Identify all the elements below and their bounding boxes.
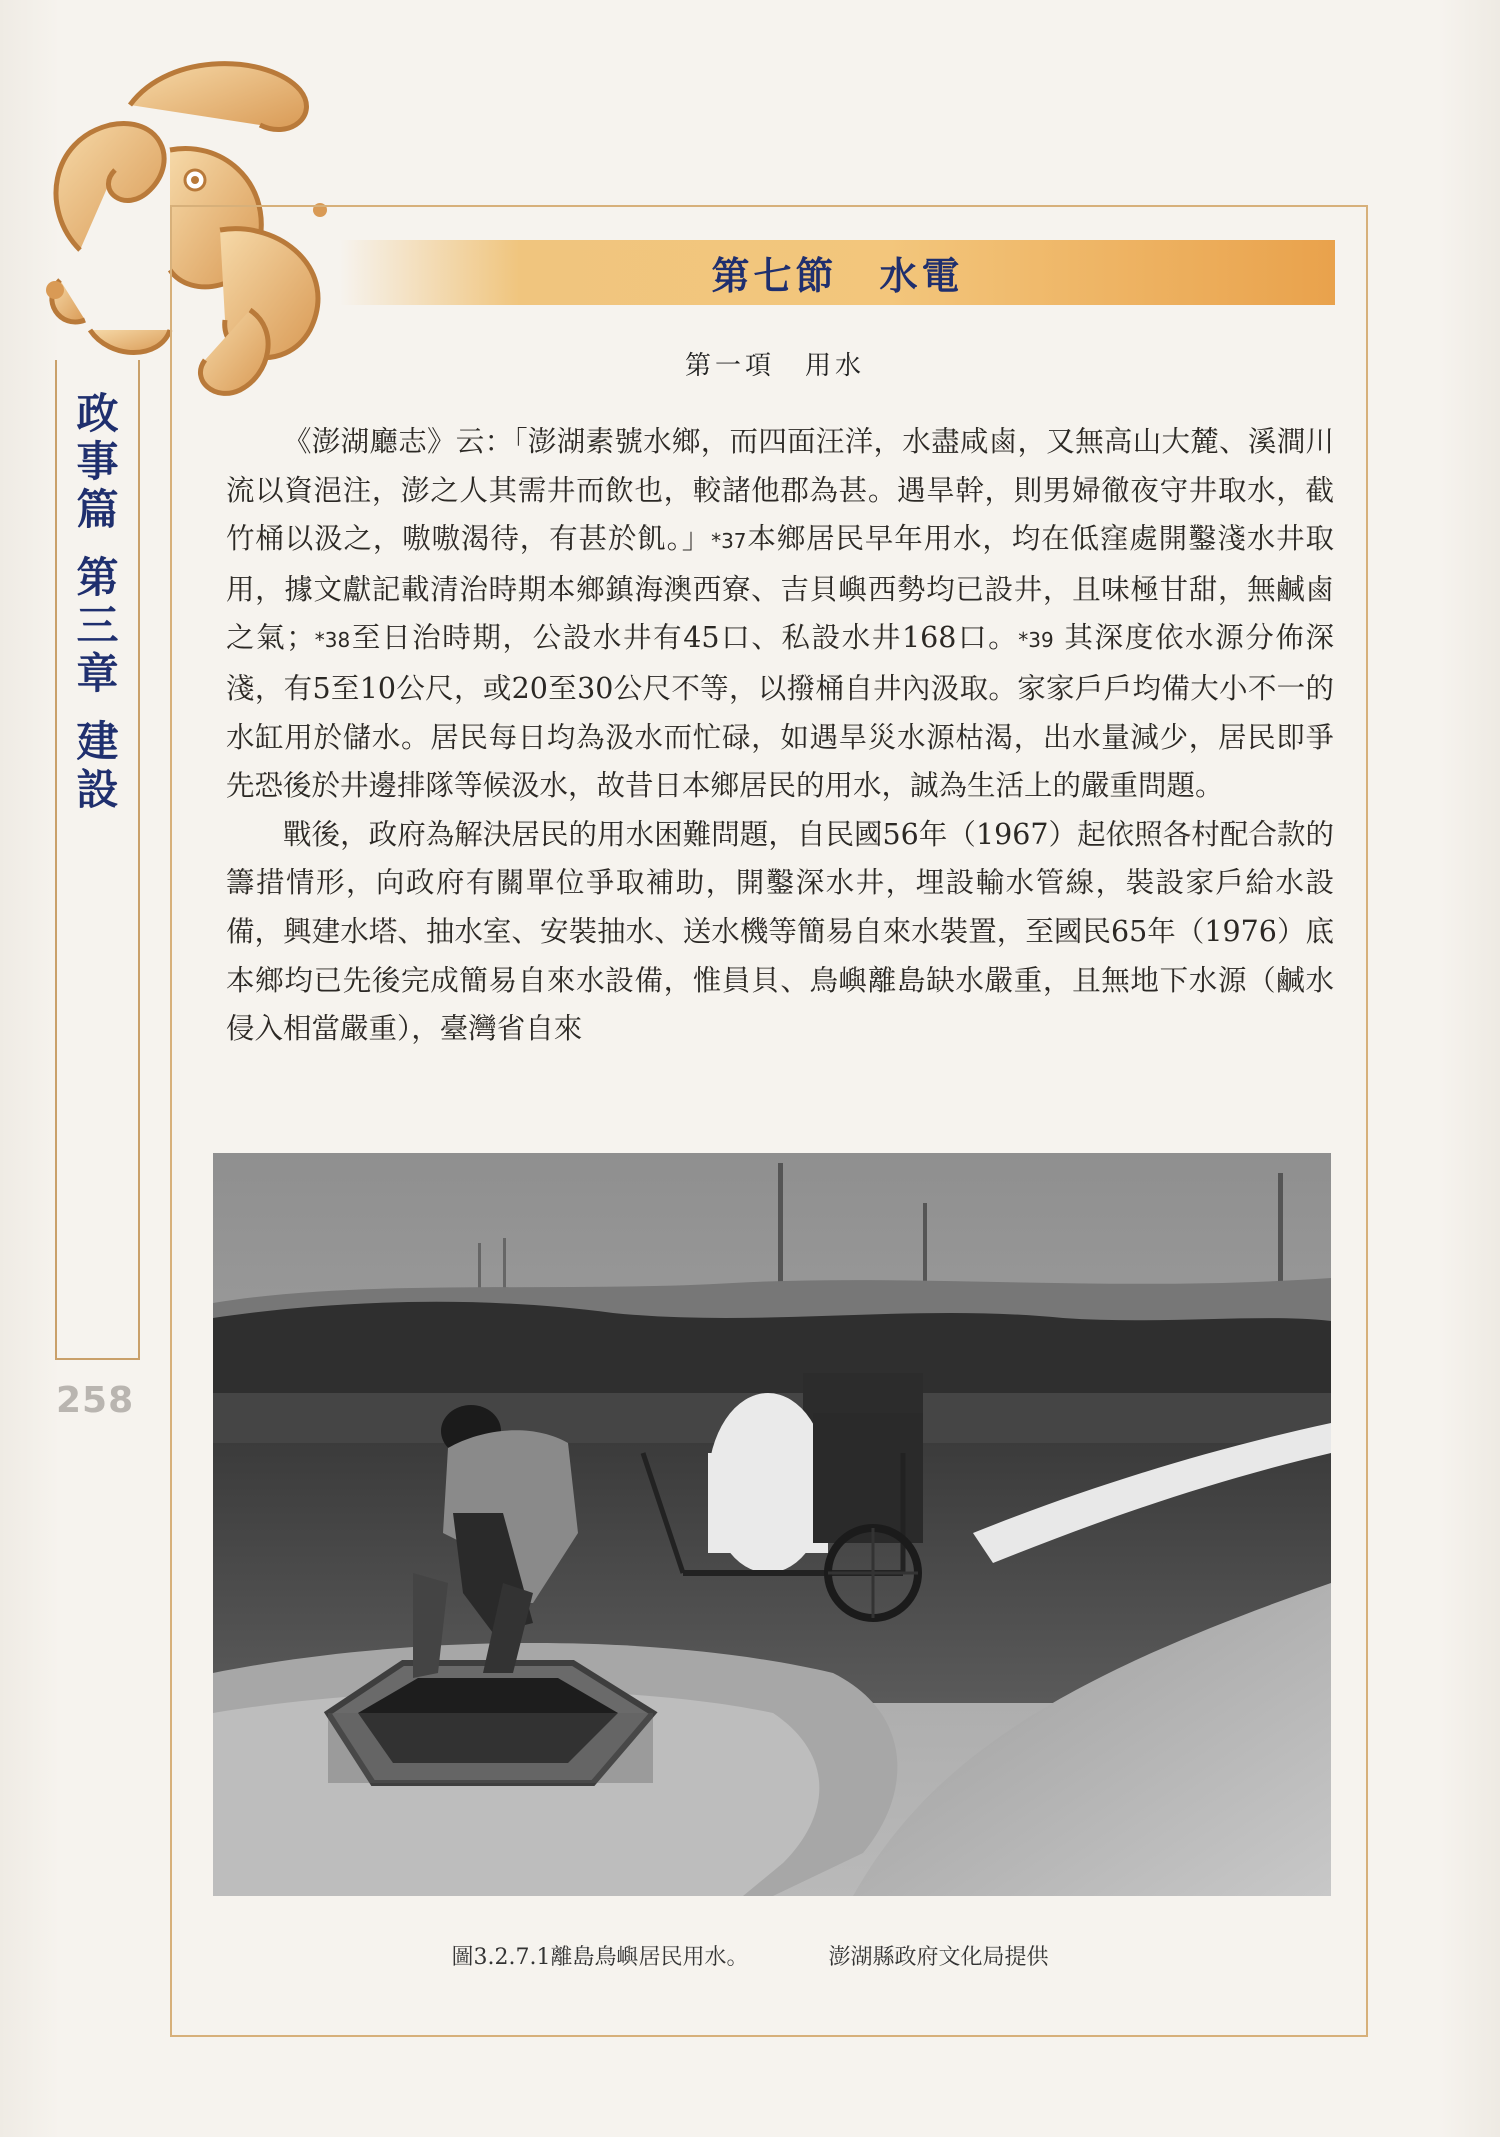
paragraph: 戰後，政府為解決居民的用水困難問題，自民國56年（1967）起依照各村配合款的籌措情形，向政府有關單位爭取補助，開鑿深水井，埋設輸水管線，裝設家戶給水設備，興建水塔、抽水室、安裝抽水、送水機等簡易自來水裝置，至國民65年（1976）底本鄉均已先後完成簡易自來水設備，惟員貝、鳥嶼離島缺水嚴重，且無地下水源（鹹水侵入相當嚴重），臺灣省自來 [226, 817, 1334, 1046]
section-title: 第七節 水電 [711, 253, 964, 298]
body-text [226, 418, 1334, 1054]
figure-caption [0, 1940, 1500, 1971]
footnote-ref: *38 [314, 628, 351, 653]
section-title-bar [340, 240, 1335, 305]
caption-figure-text: 圖3.2.7.1離島鳥嶼居民用水。 [451, 1945, 749, 1970]
footnote-ref: *37 [711, 529, 747, 554]
well-photo-image [213, 1153, 1331, 1896]
figure-photo [213, 1153, 1331, 1896]
caption-credit-text: 澎湖縣政府文化局提供 [828, 1945, 1049, 1970]
footnote-ref: *39 [1018, 628, 1054, 653]
page-number: 258 [56, 1380, 135, 1421]
subsection-title: 第一項 用水 [684, 351, 865, 381]
chapter-side-tab [55, 360, 140, 1360]
paragraph: 《澎湖廳志》云：「澎湖素號水鄉，而四面汪洋，水盡咸鹵，又無高山大麓、溪澗川流以資浥注，澎之人其需井而飲也，較諸他郡為甚。遇旱幹，則男婦徹夜守井取水，截竹桶以汲之，嗷嗷渴待，有甚於飢。」*37本鄉居民早年用水，均在低窪處開鑿淺水井取用，據文獻記載清治時期本鄉鎮海澳西寮、吉貝嶼西勢均已設井，且味極甘甜，無鹹鹵之氣；*38至日治時期，公設水井有45口、私設水井168口。*39 其深度依水源分佈深淺，有5至10公尺，或20至30公尺不等，以撥桶自井內汲取。家家戶戶均備大小不一的水缸用於儲水。居民每日均為汲水而忙碌，如遇旱災水源枯渴，出水量減少，居民即爭先恐後於井邊排隊等候汲水，故昔日本鄉居民的用水，誠為生活上的嚴重問題。 [226, 425, 1334, 803]
chapter-label: 政 事 篇 第 三 章 建 設 [76, 389, 119, 814]
